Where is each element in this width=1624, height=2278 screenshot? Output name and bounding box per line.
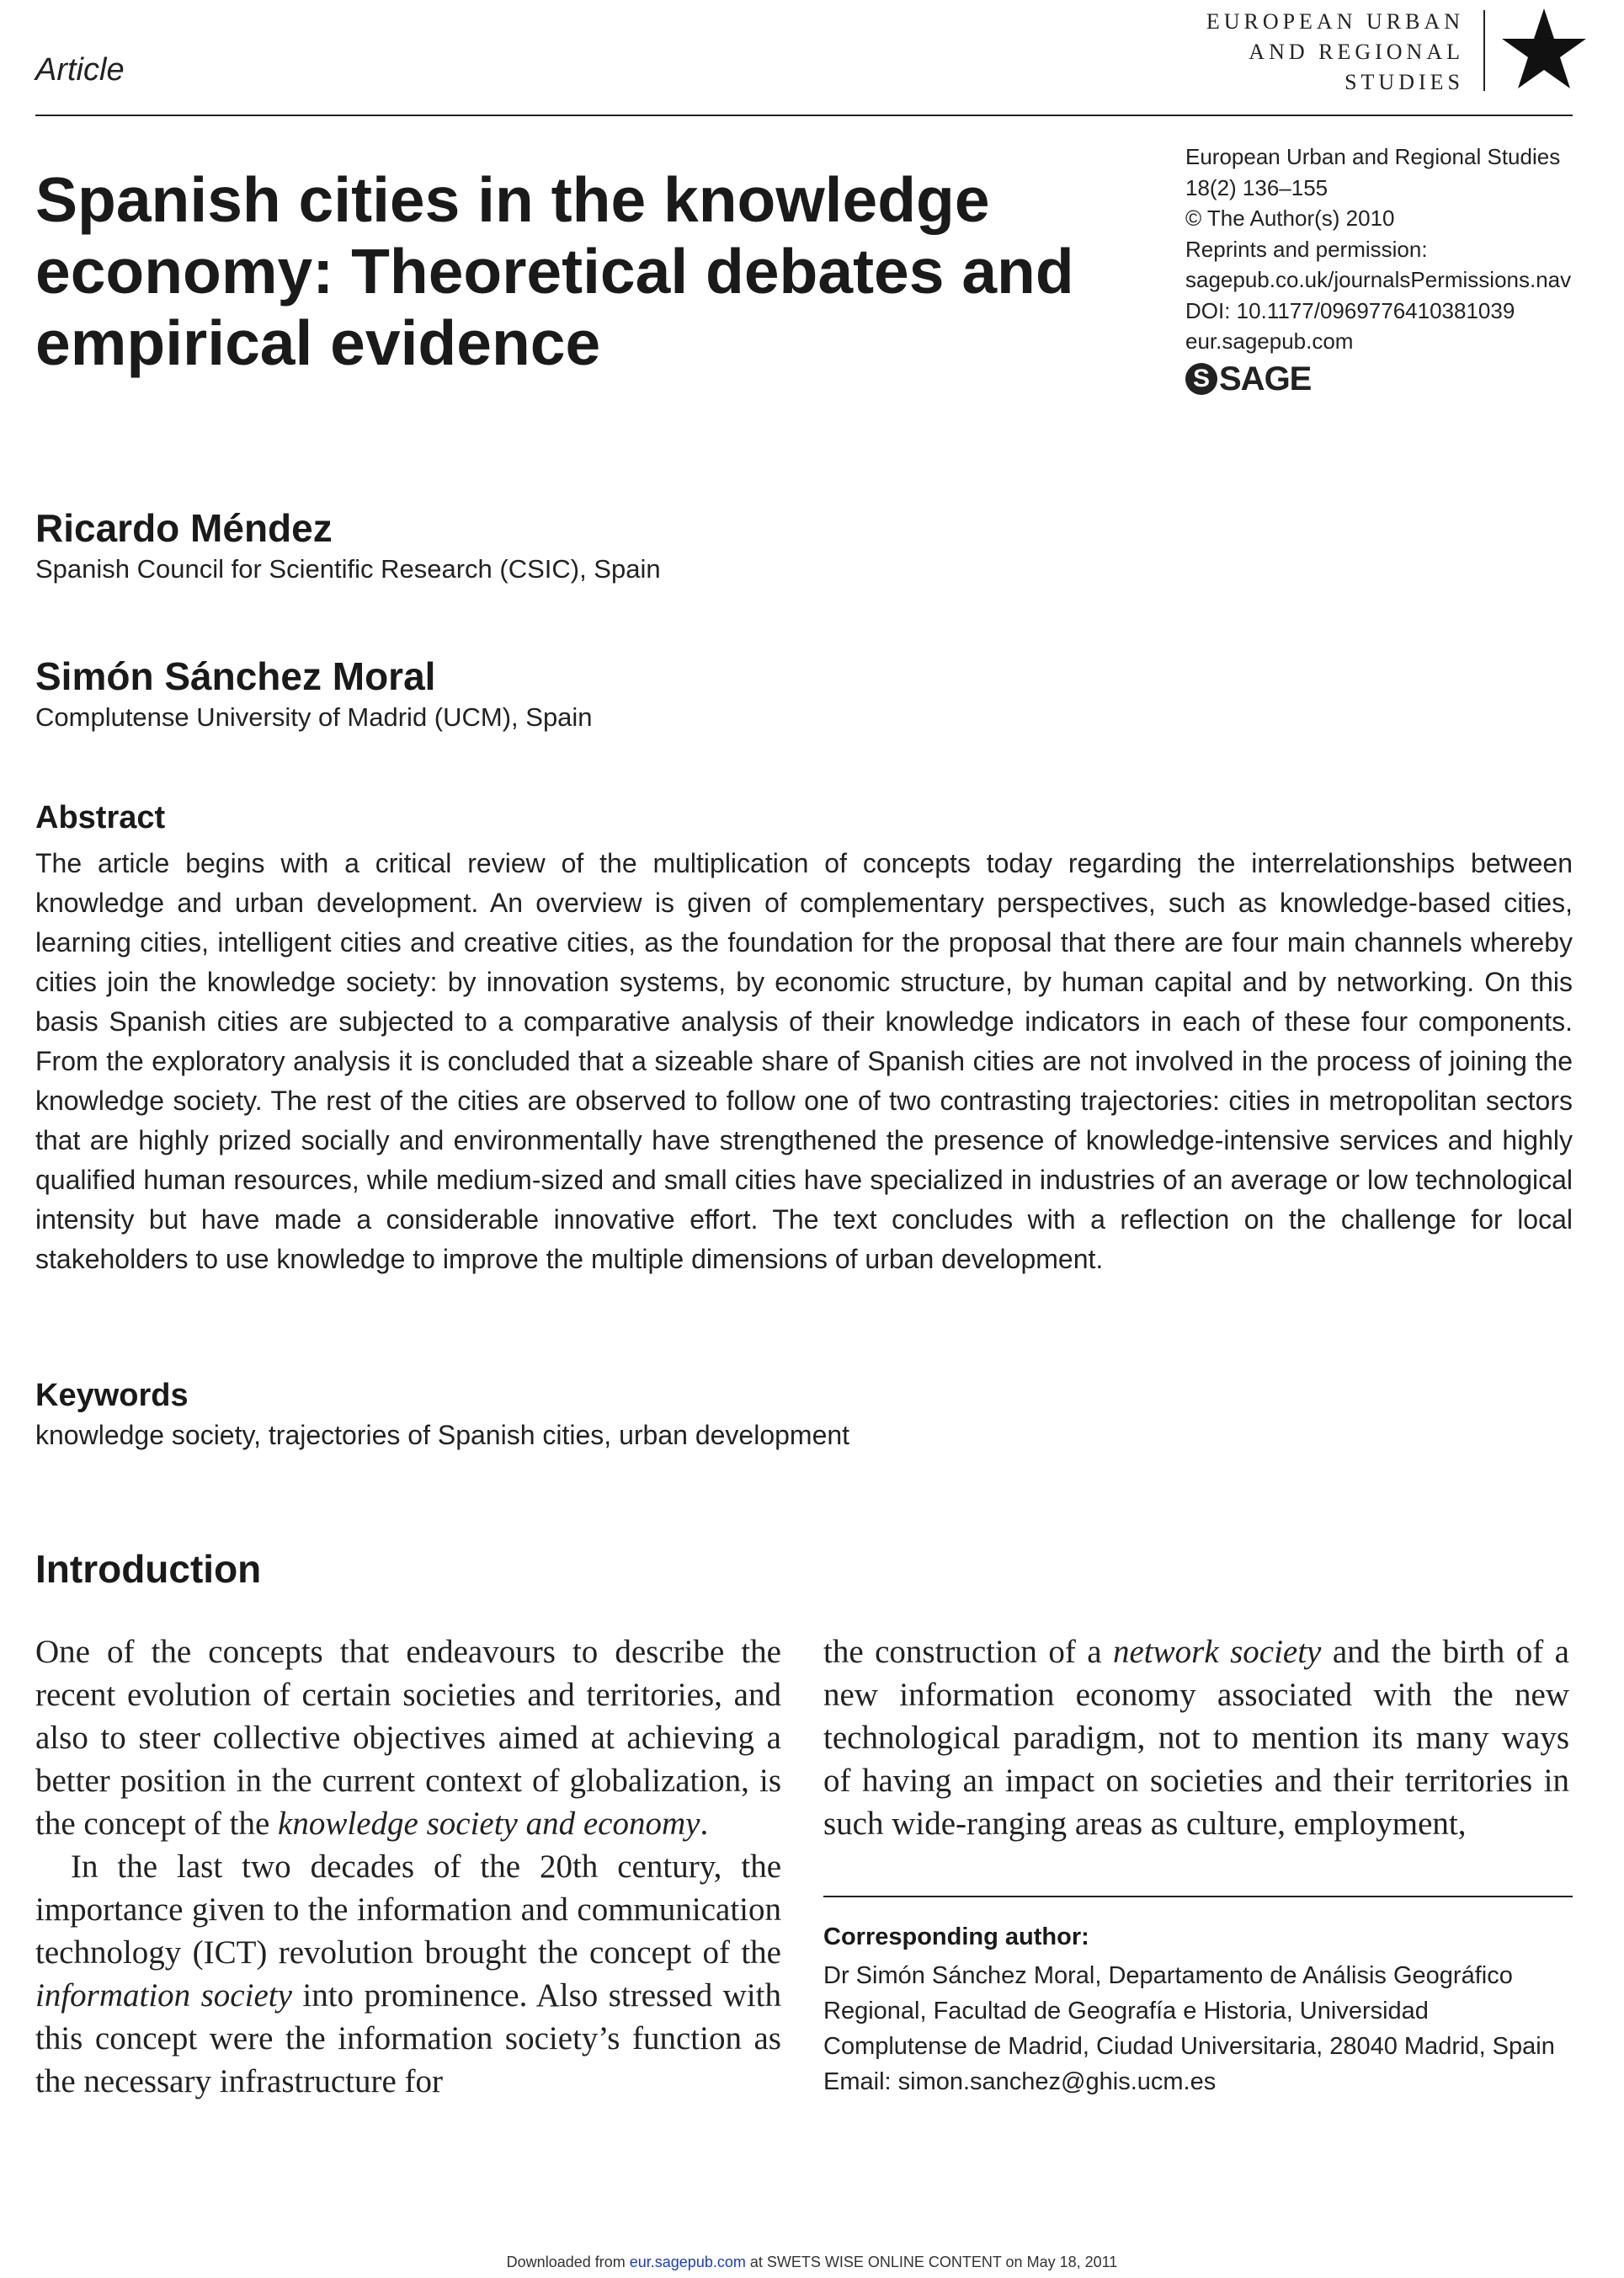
sage-s-icon: S: [1185, 363, 1217, 395]
meta-reprints: Reprints and permission:: [1185, 236, 1428, 262]
corresponding-author-line: Complutense de Madrid, Ciudad Universitaria, 28040 Madrid, Spain: [823, 2033, 1555, 2060]
abstract-heading: Abstract: [35, 800, 166, 835]
meta-journal: European Urban and Regional Studies: [1185, 144, 1561, 169]
journal-logo-text: [1206, 7, 1464, 98]
sage-logo: [1185, 360, 1311, 397]
paragraph: One of the concepts that endeavours to describe the recent evolution of certain societies and territories, and also to steer collective objectives aimed at achieving a better position in the current context of globalization, is the concept of the knowledge society and economy.: [35, 1634, 781, 1842]
journal-logo: [1169, 7, 1590, 94]
meta-permissions-link[interactable]: sagepub.co.uk/journalsPermissions.nav: [1185, 267, 1572, 292]
abstract-text: The article begins with a critical review of the multiplication of concepts today regarding the interrelationships between knowledge and urban development. An overview is given of complementary perspectives, such as knowledge-based cities, learning cities, intelligent cities and creative cities, as the foundation for the proposal that there are four main channels whereby cities join the knowledge society: by innovation systems, by economic structure, by human capital and by networking. On this basis Spanish cities are subjected to a comparative analysis of their knowledge indicators in each of these four components. From the exploratory analysis it is concluded that a sizeable share of Spanish cities are not involved in the process of joining the knowledge society. The rest of the cities are observed to follow one of two contrasting trajectories: cities in metropolitan sectors that are highly prized socially and environmentally have strengthened the presence of knowledge-intensive services and highly qualified human resources, while medium-sized and small cities have specialized in industries of an average or low technological intensity but have made a considerable innovative effort. The text concludes with a reflection on the challenge for local stakeholders to use knowledge to improve the multiple dimensions of urban development.: [35, 848, 1573, 1274]
sage-logo-text: SAGE: [1219, 360, 1312, 397]
corresponding-author-details: [823, 1958, 1581, 2099]
header-rule: [35, 115, 1573, 116]
corresponding-author-line: Dr Simón Sánchez Moral, Departamento de Análisis Geográfico: [823, 1962, 1513, 1989]
keywords-text: knowledge society, trajectories of Spanish cities, urban development: [35, 1420, 850, 1450]
corresponding-author-email[interactable]: Email: simon.sanchez@ghis.ucm.es: [823, 2068, 1217, 2095]
keywords-heading: Keywords: [35, 1378, 189, 1413]
meta-copyright: © The Author(s) 2010: [1185, 205, 1395, 231]
meta-site-link[interactable]: eur.sagepub.com: [1185, 328, 1354, 354]
star-icon: [1498, 7, 1590, 91]
article-type-label: Article: [35, 52, 125, 88]
meta-doi: DOI: 10.1177/0969776410381039: [1185, 297, 1515, 323]
author-affiliation: Spanish Council for Scientific Research (CSIC), Spain: [35, 554, 661, 584]
corresponding-author-line: Regional, Facultad de Geografía e Historia, Universidad: [823, 1998, 1429, 2025]
body-column-left: [35, 1630, 781, 2103]
meta-volume: 18(2) 136–155: [1185, 174, 1328, 200]
author-name: Simón Sánchez Moral: [35, 654, 436, 698]
article-title: Spanish cities in the knowledge economy: Theoretical debates and empirical evidence: [35, 164, 1074, 378]
paragraph: In the last two decades of the 20th century, the importance given to the information and communication technology (ICT) revolution brought the concept of the information society into prominence. Also stressed with this concept were the information society’s function as the necessary infrastructure for: [35, 1849, 781, 2099]
journal-logo-line: AND REGIONAL: [1249, 40, 1464, 64]
paragraph: the construction of a network society and the birth of a new information economy associated with the new technological paradigm, not to mention its many ways of having an impact on societies and their territories in such wide-ranging areas as culture, employment,: [823, 1634, 1569, 1842]
footnote-rule: [823, 1896, 1573, 1897]
corresponding-author-label: Corresponding author:: [823, 1923, 1089, 1950]
journal-logo-line: EUROPEAN URBAN: [1206, 9, 1464, 34]
publication-meta: [1185, 141, 1589, 357]
body-column-right: [823, 1630, 1569, 1845]
journal-logo-line: STUDIES: [1344, 70, 1464, 94]
journal-logo-divider: [1483, 10, 1485, 91]
introduction-heading: Introduction: [35, 1547, 262, 1591]
author-affiliation: Complutense University of Madrid (UCM), Spain: [35, 702, 593, 732]
author-name: Ricardo Méndez: [35, 506, 333, 550]
download-source-link[interactable]: eur.sagepub.com: [629, 2254, 746, 2270]
download-notice: Downloaded from eur.sagepub.com at SWETS WISE ONLINE CONTENT on May 18, 2011: [506, 2254, 1118, 2270]
